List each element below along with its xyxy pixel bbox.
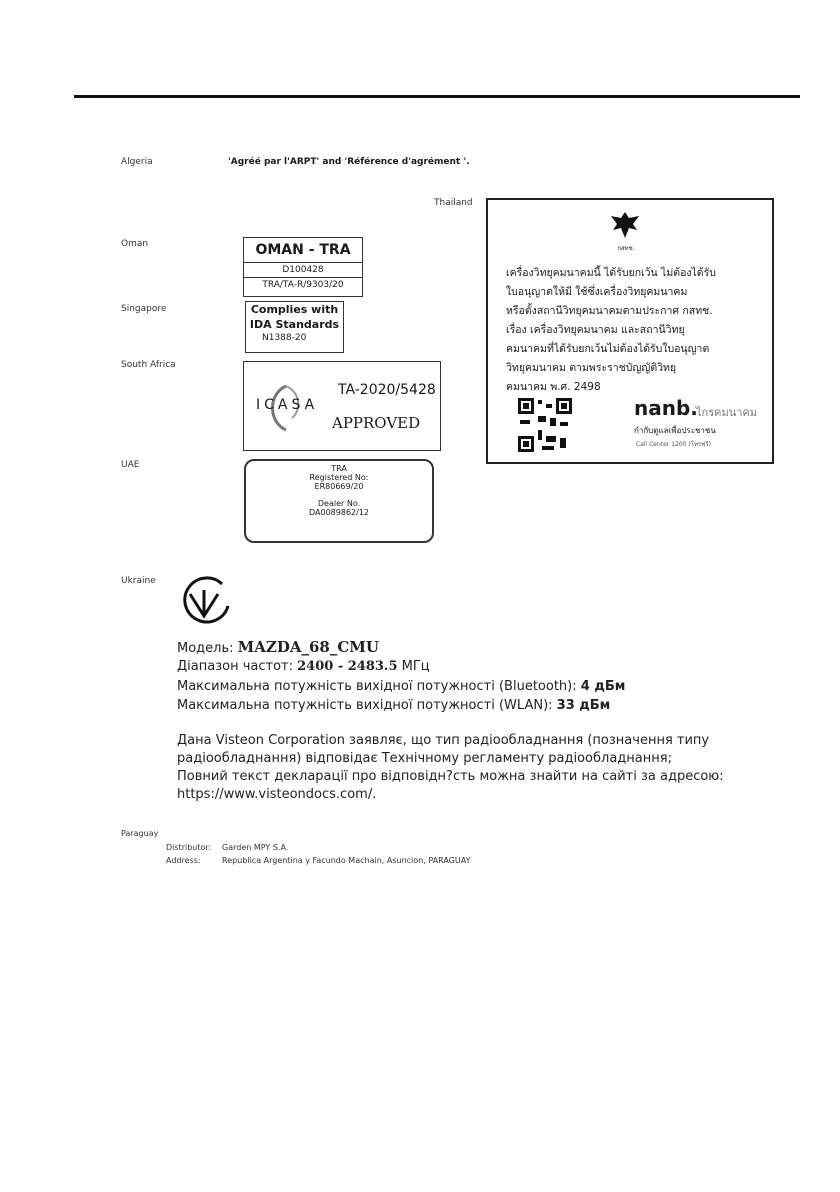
algeria-approval-text: 'Agréé par l'ARPT' and 'Référence d'agrément '. (228, 157, 470, 167)
paraguay-distributor-value: Garden MPY S.A. (222, 843, 289, 852)
wlan-value: 33 дБм (556, 698, 611, 713)
decl-line: Повний текст декларації про відповідн?сть можна знайти на сайті за адресою: (177, 769, 724, 784)
ida-number: N1388-20 (262, 333, 307, 343)
ida-line2: IDA Standards (249, 318, 340, 331)
ukraine-declaration (177, 732, 724, 804)
paraguay-address-value: Republica Argentina y Facundo Machain, Asuncion, PARAGUAY (222, 856, 471, 865)
freq-value: 2400 - 2483.5 (297, 659, 398, 674)
country-uae: UAE (121, 460, 140, 470)
freq-unit: МГц (397, 659, 430, 674)
thai-exemption-text (506, 264, 756, 397)
country-algeria: Algeria (121, 157, 153, 167)
uae-tra: TRA (331, 464, 347, 473)
oman-tra-title: OMAN - TRA (244, 238, 362, 263)
ida-label (245, 301, 344, 353)
uae-registered-label: Registered No: (309, 473, 369, 482)
paraguay-distributor-label: Distributor: (166, 843, 212, 852)
wlan-label: Максимальна потужність вихідної потужності (WLAN): (177, 698, 557, 713)
icasa-approved: APPROVED (332, 414, 421, 432)
nbtc-tagline: กำกับดูแลเพื่อประชาชน (634, 426, 716, 435)
icasa-ta-number: TA-2020/5428 (338, 382, 436, 398)
ukraine-model-line (177, 638, 379, 658)
decl-url[interactable]: https://www.visteondocs.com/. (177, 787, 377, 802)
thai-line: หรือตั้งสถานีวิทยุคมนาคมตามประกาศ กสทช. (506, 305, 713, 317)
country-thailand: Thailand (434, 198, 473, 208)
paraguay-address-label: Address: (166, 856, 201, 865)
decl-line: радіообладнання) відповідає Технічному регламенту радіообладнання; (177, 751, 672, 766)
thai-line: เครื่องวิทยุคมนาคมนี้ ได้รับยกเว้น ไม่ต้องได้รับ (506, 267, 716, 279)
seal-caption: กสทช. (617, 245, 635, 252)
ida-line1: Complies with (250, 303, 339, 316)
bt-value: 4 дБм (580, 679, 626, 694)
ukraine-bt-line (177, 678, 625, 696)
qr-code-icon (516, 396, 574, 454)
uae-tra-label (244, 459, 434, 543)
country-south-africa: South Africa (121, 360, 176, 370)
thai-line: วิทยุคมนาคม ตามพระราชบัญญัติวิทยุ (506, 362, 677, 374)
country-oman: Oman (121, 239, 149, 249)
ukraine-freq-line (177, 658, 430, 676)
ukrainian-conformity-mark-icon (176, 574, 232, 630)
country-ukraine: Ukraine (121, 576, 156, 586)
icasa-logo-text: ICASA (256, 397, 319, 413)
oman-tra-number: D100428 (244, 263, 362, 278)
nbtc-call-center: Call Center 1200 (โทรฟรี) (636, 441, 711, 448)
thai-line: เรื่อง เครื่องวิทยุคมนาคม และสถานีวิทยุ (506, 324, 685, 336)
garuda-seal-icon (603, 208, 647, 244)
thai-line: คมนาคมที่ได้รับยกเว้นไม่ต้องได้รับใบอนุญาต (506, 343, 710, 355)
uae-dealer-label: Dealer No. (317, 499, 361, 508)
decl-line: Дана Visteon Corporation заявляє, що тип радіообладнання (позначення типу (177, 733, 710, 748)
nbtc-brand: nanb. (634, 396, 698, 420)
bt-label: Максимальна потужність вихідної потужності (Bluetooth): (177, 679, 581, 694)
uae-dealer-number: DA0089862/12 (309, 508, 369, 517)
nbtc-brand-sub: ไกรคมนาคม (696, 406, 758, 419)
freq-label: Діапазон частот: (177, 659, 298, 674)
model-label: Модель: (177, 641, 238, 656)
model-value: MAZDA_68_CMU (237, 638, 379, 656)
country-paraguay: Paraguay (121, 829, 159, 838)
country-singapore: Singapore (121, 304, 167, 314)
thai-line: คมนาคม พ.ศ. 2498 (506, 381, 601, 393)
uae-registered-number: ER80669/20 (314, 482, 364, 491)
thai-line: ใบอนุญาตให้มี ใช้ซึ่งเครื่องวิทยุคมนาคม (506, 286, 688, 298)
top-rule (74, 95, 800, 98)
icasa-label (243, 361, 441, 451)
ukraine-wlan-line (177, 697, 610, 715)
oman-tra-ref: TRA/TA-R/9303/20 (262, 280, 344, 290)
thailand-label-box (486, 198, 774, 464)
oman-tra-label (243, 237, 363, 297)
